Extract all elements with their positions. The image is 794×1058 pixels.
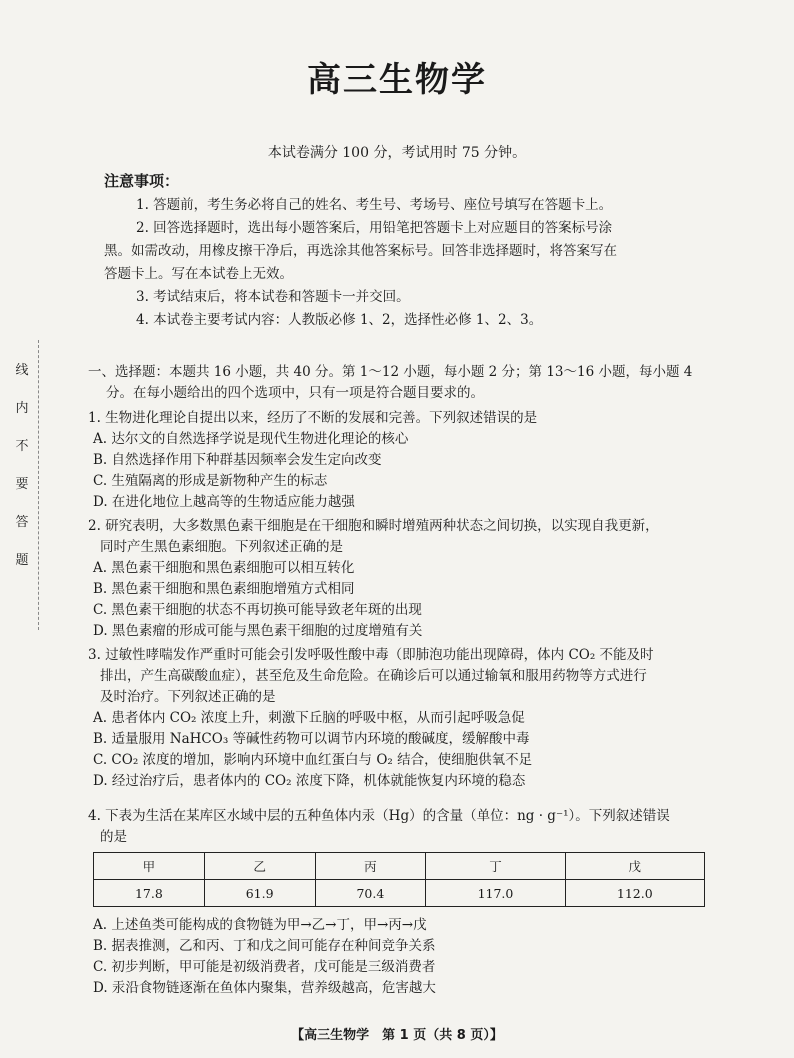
- notice-heading: 注意事项：: [104, 172, 180, 190]
- notice-item: 答题卡上。写在本试卷上无效。: [104, 266, 293, 282]
- option-b: B. 自然选择作用下种群基因频率会发生定向改变: [93, 452, 382, 468]
- option-d: D. 在进化地位上越高等的生物适应能力越强: [93, 494, 355, 510]
- option-a: A. 患者体内 CO₂ 浓度上升，刺激下丘脑的呼吸中枢，从而引起呼吸急促: [93, 710, 525, 726]
- table-row: [94, 880, 705, 907]
- table-cell: 17.8: [94, 880, 205, 907]
- option-b: B. 据表推测，乙和丙、丁和戊之间可能存在种间竞争关系: [93, 938, 436, 954]
- option-b: B. 黑色素干细胞和黑色素细胞增殖方式相同: [93, 581, 355, 597]
- table-header: 戊: [565, 853, 704, 880]
- table-cell: 61.9: [204, 880, 315, 907]
- option-a: A. 达尔文的自然选择学说是现代生物进化理论的核心: [93, 431, 409, 447]
- option-d: D. 经过治疗后，患者体内的 CO₂ 浓度下降，机体就能恢复内环境的稳态: [93, 773, 526, 789]
- table-header: 丙: [315, 853, 426, 880]
- question-4-options: [88, 915, 738, 999]
- mercury-table: [93, 852, 705, 907]
- table-cell: 112.0: [565, 880, 704, 907]
- option-a: A. 黑色素干细胞和黑色素细胞可以相互转化: [93, 560, 355, 576]
- notice-item: 2. 回答选择题时，选出每小题答案后，用铅笔把答题卡上对应题目的答案标号涂: [136, 220, 613, 236]
- table-cell: 70.4: [315, 880, 426, 907]
- notice-item: 1. 答题前，考生务必将自己的姓名、考生号、考场号、座位号填写在答题卡上。: [136, 197, 613, 213]
- table-header: 丁: [426, 853, 565, 880]
- option-c: C. 生殖隔离的形成是新物种产生的标志: [93, 473, 328, 489]
- notice-item: 黑。如需改动，用橡皮擦干净后，再选涂其他答案标号。回答非选择题时，将答案写在: [104, 243, 617, 259]
- page-title: 高三生物学: [307, 60, 487, 100]
- question-stem: 排出，产生高碳酸血症），甚至危及生命危险。在确诊后可以通过输氧和服用药物等方式进行: [100, 668, 647, 684]
- section-heading: 一、选择题：本题共 16 小题，共 40 分。第 1～12 小题，每小题 2 分；第 13～16 小题，每小题 4 分。在每小题给出的四个选项中，只有一项是符合题目要求的。: [88, 364, 693, 401]
- table-header-row: [94, 853, 705, 880]
- binding-margin-text: 线 内 不 要 答 题: [15, 363, 29, 568]
- question-stem: 3. 过敏性哮喘发作严重时可能会引发呼吸性酸中毒（即肺泡功能出现障碍，体内 CO₂ 不能及时: [88, 647, 654, 663]
- question-stem: 同时产生黑色素细胞。下列叙述正确的是: [100, 539, 343, 555]
- notice-item: 3. 考试结束后，将本试卷和答题卡一并交回。: [136, 289, 410, 305]
- question-2: [88, 516, 738, 642]
- table-header: 甲: [94, 853, 205, 880]
- question-1: [88, 408, 738, 513]
- question-stem: 1. 生物进化理论自提出以来，经历了不断的发展和完善。下列叙述错误的是: [88, 410, 538, 426]
- question-3: [88, 645, 738, 792]
- question-stem: 4. 下表为生活在某库区水域中层的五种鱼体内汞（Hg）的含量（单位：ng · g⁻¹）。下列叙述错误: [88, 808, 670, 824]
- question-stem: 2. 研究表明，大多数黑色素干细胞是在干细胞和瞬时增殖两种状态之间切换，以实现自我更新，: [88, 518, 659, 534]
- option-c: C. 黑色素干细胞的状态不再切换可能导致老年斑的出现: [93, 602, 422, 618]
- question-stem: 及时治疗。下列叙述正确的是: [100, 689, 276, 705]
- option-d: D. 汞沿食物链逐渐在鱼体内聚集，营养级越高，危害越大: [93, 980, 436, 996]
- question-4: [88, 806, 738, 848]
- option-c: C. 初步判断，甲可能是初级消费者，戊可能是三级消费者: [93, 959, 436, 975]
- notice-item: 4. 本试卷主要考试内容：人教版必修 1、2，选择性必修 1、2、3。: [136, 312, 543, 328]
- option-d: D. 黑色素瘤的形成可能与黑色素干细胞的过度增殖有关: [93, 623, 423, 639]
- option-c: C. CO₂ 浓度的增加，影响内环境中血红蛋白与 O₂ 结合，使细胞供氧不足: [93, 752, 533, 768]
- question-stem: 的是: [100, 829, 127, 845]
- table-cell: 117.0: [426, 880, 565, 907]
- exam-info: 本试卷满分 100 分，考试用时 75 分钟。: [267, 145, 527, 161]
- option-a: A. 上述鱼类可能构成的食物链为甲→乙→丁，甲→丙→戊: [93, 917, 427, 933]
- option-b: B. 适量服用 NaHCO₃ 等碱性药物可以调节内环境的酸碱度，缓解酸中毒: [93, 731, 530, 747]
- notice-list: [104, 194, 694, 332]
- page-footer: 【高三生物学 第 1 页（共 8 页）】: [291, 1028, 503, 1043]
- binding-margin: [6, 340, 39, 630]
- table-header: 乙: [204, 853, 315, 880]
